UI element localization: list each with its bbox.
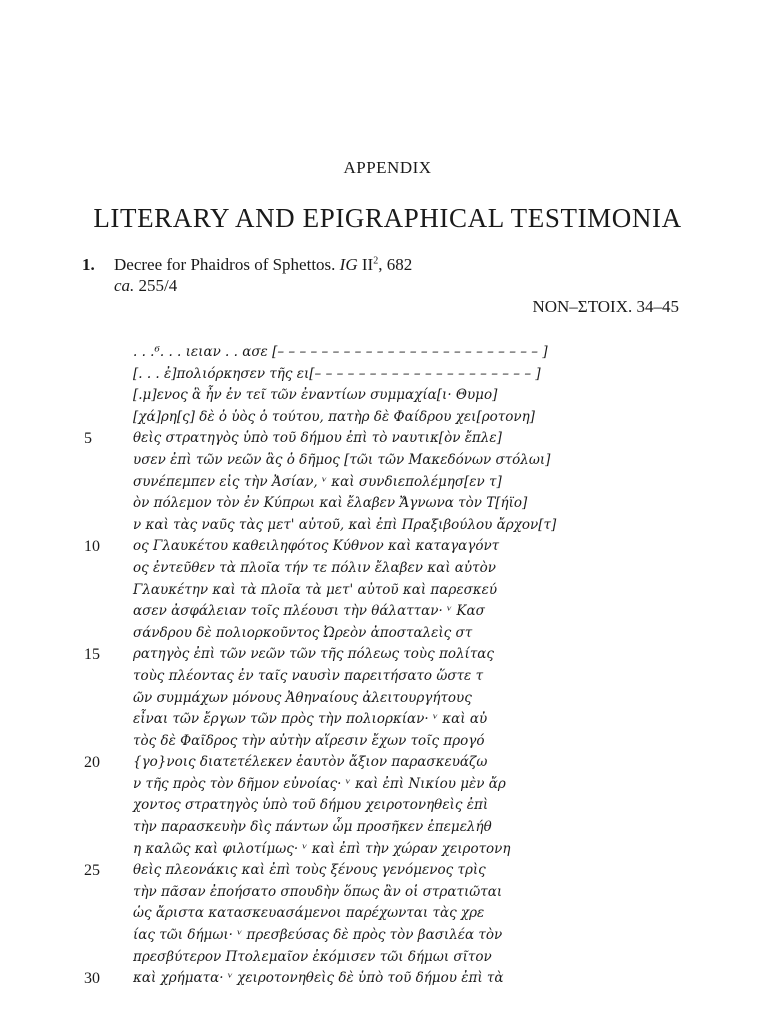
inscription-line bbox=[0, 536, 775, 558]
line-text: ος ἐντεῦθεν τὰ πλοῖα τήν τε πόλιν ἔλαβεν καὶ αὐτὸν bbox=[133, 559, 496, 576]
line-text: Γλαυκέτην καὶ τὰ πλοῖα τὰ μετ' αὐτοῦ καὶ παρεσκεύ bbox=[133, 581, 498, 598]
appendix-heading: APPENDIX bbox=[343, 158, 432, 177]
inscription-line bbox=[0, 385, 775, 407]
line-text: τὴν παρασκευὴν δὶς πάντων ὧμ προσῆκεν ἐπεμελήθ bbox=[133, 819, 492, 836]
line-text: θεὶς στρατηγὸς ὑπὸ τοῦ δήμου ἐπὶ τὸ ναυτικ[ὸν ἔπλε] bbox=[133, 430, 502, 447]
line-text: ν καὶ τὰς ναῦς τὰς μετ' αὐτοῦ, καὶ ἐπὶ Πραξιβούλου ἄρχον[τ] bbox=[133, 516, 557, 533]
line-text: ν τῆς πρὸς τὸν δῆμον εὐνοίας· ᵛ καὶ ἐπὶ Νικίου μὲν ἄρ bbox=[133, 775, 506, 792]
line-text: τὸς δὲ Φαῖδρος τὴν αὐτὴν αἵρεσιν ἔχων τοῖς προγό bbox=[133, 732, 485, 749]
inscription-line bbox=[0, 688, 775, 710]
inscription-line bbox=[0, 774, 775, 796]
entry-heading bbox=[82, 255, 412, 275]
inscription-line bbox=[0, 558, 775, 580]
line-text: καὶ χρήματα· ᵛ χειροτονηθεὶς δὲ ὑπὸ τοῦ δήμου ἐπὶ τὰ bbox=[133, 970, 504, 987]
inscription-line bbox=[0, 817, 775, 839]
line-text: χοντος στρατηγὸς ὑπὸ τοῦ δήμου χειροτονηθεὶς ἐπὶ bbox=[133, 797, 489, 814]
inscription-line bbox=[0, 644, 775, 666]
line-text: πρεσβύτερον Πτολεμαῖον ἐκόμισεν τῶι δήμωι σῖτον bbox=[133, 948, 492, 965]
inscription-line bbox=[0, 623, 775, 645]
line-text: [.μ]ενος ἃ ἦν ἐν τεῖ τῶν ἐναντίων συμμαχία[ι· Θυμο] bbox=[133, 387, 498, 404]
line-text: {γο}νοις διατετέλεκεν ἑαυτὸν ἄξιον παρασκευάζω bbox=[133, 754, 488, 771]
inscription-line bbox=[0, 515, 775, 537]
inscription-line bbox=[0, 493, 775, 515]
ig-reference: IG bbox=[339, 255, 358, 274]
inscription-line bbox=[0, 925, 775, 947]
inscription-line bbox=[0, 407, 775, 429]
inscription-line bbox=[0, 472, 775, 494]
line-text: η καλῶς καὶ φιλοτίμως· ᵛ καὶ ἐπὶ τὴν χώραν χειροτονη bbox=[133, 840, 511, 857]
stoichedon-note: ΝΟΝ–ΣΤΟΙΧ. 34–45 bbox=[532, 297, 679, 316]
inscription-text bbox=[0, 342, 775, 990]
date-prefix: ca. bbox=[114, 276, 135, 295]
line-number: 5 bbox=[84, 430, 92, 448]
line-text: ος Γλαυκέτου καθειληφότος Κύθνον καὶ καταγαγόντ bbox=[133, 538, 500, 555]
ig-numeral: II bbox=[361, 255, 374, 274]
inscription-line bbox=[0, 601, 775, 623]
line-number: 10 bbox=[84, 538, 100, 556]
inscription-line bbox=[0, 968, 775, 990]
date-value: 255/4 bbox=[138, 276, 178, 295]
line-number: 30 bbox=[84, 970, 100, 988]
line-text: συνέπεμπεν εἰς τὴν Ἀσίαν, ᵛ καὶ συνδιεπολέμησ[εν τ] bbox=[133, 473, 502, 490]
line-text: τὴν πᾶσαν ἐποήσατο σπουδὴν ὅπως ἂν οἱ στρατιῶται bbox=[133, 883, 503, 900]
line-text: θεὶς πλεονάκις καὶ ἐπὶ τοὺς ξένους γενόμενος τρὶς bbox=[133, 862, 486, 879]
inscription-line bbox=[0, 882, 775, 904]
inscription-line bbox=[0, 428, 775, 450]
line-text: [χά]ρη[ς] δὲ ὁ ὑὸς ὁ τούτου, πατὴρ δὲ Φαίδρου χει[ροτονη] bbox=[133, 408, 535, 425]
line-text: ὡς ἄριστα κατασκευασάμενοι παρέχωνται τὰς χρε bbox=[133, 905, 485, 922]
entry-date bbox=[114, 276, 177, 296]
line-number: 20 bbox=[84, 754, 100, 772]
inscription-line bbox=[0, 342, 775, 364]
inscription-line bbox=[0, 580, 775, 602]
page-title: LITERARY AND EPIGRAPHICAL TESTIMONIA bbox=[93, 203, 682, 233]
inscription-line bbox=[0, 947, 775, 969]
line-number: 25 bbox=[84, 862, 100, 880]
line-text: [. . . ἐ]πολιόρκησεν τῆς ει[– – – – – – – – – – – – – – – – – – – – ] bbox=[133, 365, 541, 382]
line-text: ίας τῶι δήμωι· ᵛ πρεσβεύσας δὲ πρὸς τὸν βασιλέα τὸν bbox=[133, 927, 503, 944]
line-number: 15 bbox=[84, 646, 100, 664]
line-text: τοὺς πλέοντας ἐν ταῖς ναυσὶν παρειτήσατο ὥστε τ bbox=[133, 667, 484, 684]
ig-number: , 682 bbox=[378, 255, 413, 274]
inscription-line bbox=[0, 450, 775, 472]
inscription-line bbox=[0, 795, 775, 817]
line-text: ασεν ἀσφάλειαν τοῖς πλέουσι τὴν θάλατταν· ᵛ Κασ bbox=[133, 603, 485, 620]
entry-number: 1. bbox=[82, 255, 95, 274]
line-text: ρατηγὸς ἐπὶ τῶν νεῶν τῶν τῆς πόλεως τοὺς πολίτας bbox=[133, 646, 494, 663]
ig-superscript: 2 bbox=[373, 255, 379, 267]
inscription-line bbox=[0, 839, 775, 861]
inscription-line bbox=[0, 666, 775, 688]
inscription-line bbox=[0, 364, 775, 386]
inscription-line bbox=[0, 903, 775, 925]
line-text: υσεν ἐπὶ τῶν νεῶν ἃς ὁ δῆμος [τῶι τῶν Μακεδόνων στόλωι] bbox=[133, 451, 551, 468]
entry-description: Decree for Phaidros of Sphettos. bbox=[114, 255, 336, 274]
line-text: . . .⁶. . . ιειαν . . ασε [– – – – – – – – – – – – – – – – – – – – – – – – ] bbox=[133, 344, 548, 360]
line-text: ῶν συμμάχων μόνους Ἀθηναίους ἀλειτουργήτους bbox=[133, 689, 472, 706]
inscription-line bbox=[0, 731, 775, 753]
line-text: ὸν πόλεμον τὸν ἐν Κύπρωι καὶ ἔλαβεν Ἄγνωνα τὸν Τ[ήϊο] bbox=[133, 495, 528, 512]
inscription-line bbox=[0, 709, 775, 731]
line-text: εἶναι τῶν ἔργων τῶν πρὸς τὴν πολιορκίαν· ᵛ καὶ αὐ bbox=[133, 711, 488, 728]
inscription-line bbox=[0, 860, 775, 882]
line-text: σάνδρου δὲ πολιορκοῦντος Ὠρεὸν ἀποσταλεὶς στ bbox=[133, 624, 473, 641]
inscription-line bbox=[0, 752, 775, 774]
